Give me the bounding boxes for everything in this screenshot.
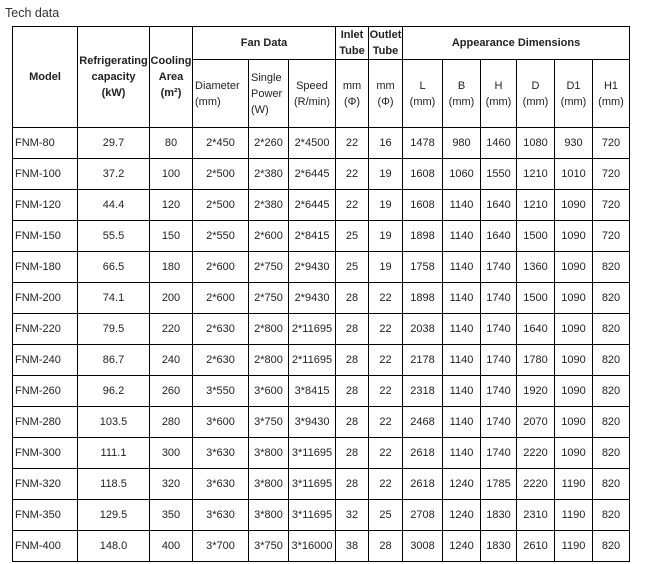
header-speed: Speed (R/min) [289, 60, 336, 128]
cell-model: FNM-150 [13, 221, 78, 252]
cell-inlet-tube: 22 [336, 159, 369, 190]
header-single-power: Single Power (W) [249, 60, 289, 128]
cell-dim-h1: 720 [593, 128, 630, 159]
cell-dim-l: 1898 [403, 283, 443, 314]
cell-inlet-tube: 28 [336, 345, 369, 376]
cell-refrigerating-capacity: 44.4 [78, 190, 150, 221]
cell-dim-b: 1140 [443, 376, 481, 407]
cell-diameter: 2*500 [193, 159, 249, 190]
cell-dim-d: 1210 [517, 159, 555, 190]
cell-dim-h: 1740 [481, 252, 517, 283]
cell-dim-h: 1550 [481, 159, 517, 190]
cell-model: FNM-200 [13, 283, 78, 314]
cell-dim-l: 1478 [403, 128, 443, 159]
cell-dim-b: 1240 [443, 469, 481, 500]
cell-dim-h1: 820 [593, 407, 630, 438]
cell-diameter: 2*600 [193, 252, 249, 283]
header-outlet-tube: Outlet Tube [369, 27, 403, 60]
cell-single-power: 2*380 [249, 159, 289, 190]
cell-inlet-tube: 28 [336, 314, 369, 345]
cell-inlet-tube: 22 [336, 190, 369, 221]
cell-speed: 2*9430 [289, 252, 336, 283]
cell-refrigerating-capacity: 148.0 [78, 531, 150, 562]
cell-dim-h1: 820 [593, 252, 630, 283]
cell-dim-l: 2618 [403, 469, 443, 500]
cell-refrigerating-capacity: 111.1 [78, 438, 150, 469]
cell-dim-b: 1240 [443, 531, 481, 562]
cell-dim-l: 2708 [403, 500, 443, 531]
cell-dim-h: 1830 [481, 531, 517, 562]
cell-dim-h: 1740 [481, 283, 517, 314]
cell-dim-l: 2618 [403, 438, 443, 469]
cell-dim-h1: 820 [593, 500, 630, 531]
cell-cooling-area: 320 [150, 469, 193, 500]
cell-dim-d1: 1190 [555, 500, 593, 531]
cell-speed: 2*11695 [289, 345, 336, 376]
cell-dim-h: 1785 [481, 469, 517, 500]
cell-diameter: 3*600 [193, 407, 249, 438]
cell-outlet-tube: 22 [369, 283, 403, 314]
cell-cooling-area: 150 [150, 221, 193, 252]
header-fan-data: Fan Data [193, 27, 336, 60]
cell-dim-h: 1740 [481, 376, 517, 407]
cell-dim-d1: 930 [555, 128, 593, 159]
cell-model: FNM-100 [13, 159, 78, 190]
cell-diameter: 2*630 [193, 314, 249, 345]
cell-model: FNM-400 [13, 531, 78, 562]
cell-speed: 2*8415 [289, 221, 336, 252]
cell-speed: 2*9430 [289, 283, 336, 314]
cell-single-power: 2*380 [249, 190, 289, 221]
cell-dim-d: 2310 [517, 500, 555, 531]
cell-inlet-tube: 25 [336, 221, 369, 252]
cell-dim-d: 1360 [517, 252, 555, 283]
cell-cooling-area: 240 [150, 345, 193, 376]
header-dim-d: D (mm) [517, 60, 555, 128]
table-body [13, 128, 630, 562]
cell-model: FNM-240 [13, 345, 78, 376]
cell-outlet-tube: 25 [369, 500, 403, 531]
cell-dim-l: 2468 [403, 407, 443, 438]
cell-cooling-area: 280 [150, 407, 193, 438]
cell-inlet-tube: 28 [336, 438, 369, 469]
table-row [13, 438, 630, 469]
cell-model: FNM-120 [13, 190, 78, 221]
cell-refrigerating-capacity: 129.5 [78, 500, 150, 531]
cell-inlet-tube: 28 [336, 376, 369, 407]
cell-dim-b: 1140 [443, 314, 481, 345]
cell-model: FNM-350 [13, 500, 78, 531]
cell-refrigerating-capacity: 74.1 [78, 283, 150, 314]
cell-single-power: 3*800 [249, 469, 289, 500]
table-row [13, 345, 630, 376]
cell-speed: 3*16000 [289, 531, 336, 562]
cell-dim-d: 2610 [517, 531, 555, 562]
header-refrigerating-capacity: Refrigerating capacity (kW) [78, 27, 150, 128]
cell-dim-h: 1640 [481, 221, 517, 252]
cell-dim-d1: 1190 [555, 531, 593, 562]
cell-dim-d1: 1090 [555, 345, 593, 376]
header-diameter: Diameter (mm) [193, 60, 249, 128]
cell-dim-h1: 720 [593, 159, 630, 190]
cell-diameter: 2*600 [193, 283, 249, 314]
table-row [13, 469, 630, 500]
cell-dim-h1: 720 [593, 190, 630, 221]
table-row [13, 190, 630, 221]
cell-dim-h1: 820 [593, 469, 630, 500]
cell-dim-d: 2220 [517, 469, 555, 500]
cell-dim-l: 3008 [403, 531, 443, 562]
cell-refrigerating-capacity: 86.7 [78, 345, 150, 376]
cell-cooling-area: 400 [150, 531, 193, 562]
cell-dim-h: 1640 [481, 190, 517, 221]
cell-model: FNM-320 [13, 469, 78, 500]
cell-single-power: 3*600 [249, 376, 289, 407]
cell-inlet-tube: 38 [336, 531, 369, 562]
cell-outlet-tube: 16 [369, 128, 403, 159]
table-row [13, 314, 630, 345]
cell-dim-d1: 1010 [555, 159, 593, 190]
cell-dim-d1: 1090 [555, 376, 593, 407]
header-outlet-unit: mm (Φ) [369, 60, 403, 128]
cell-refrigerating-capacity: 96.2 [78, 376, 150, 407]
cell-dim-h1: 820 [593, 345, 630, 376]
cell-model: FNM-220 [13, 314, 78, 345]
cell-dim-h: 1740 [481, 314, 517, 345]
cell-outlet-tube: 19 [369, 221, 403, 252]
cell-single-power: 3*800 [249, 500, 289, 531]
cell-dim-d: 2220 [517, 438, 555, 469]
cell-diameter: 2*450 [193, 128, 249, 159]
cell-dim-d1: 1190 [555, 469, 593, 500]
table-row [13, 128, 630, 159]
cell-single-power: 2*800 [249, 314, 289, 345]
cell-outlet-tube: 19 [369, 252, 403, 283]
cell-dim-b: 1140 [443, 190, 481, 221]
cell-dim-h1: 720 [593, 221, 630, 252]
table-row [13, 252, 630, 283]
cell-dim-b: 1140 [443, 407, 481, 438]
header-dim-h1: H1 (mm) [593, 60, 630, 128]
cell-outlet-tube: 22 [369, 469, 403, 500]
cell-model: FNM-180 [13, 252, 78, 283]
cell-dim-d: 1780 [517, 345, 555, 376]
page-caption: Tech data [5, 6, 60, 20]
cell-diameter: 2*550 [193, 221, 249, 252]
cell-refrigerating-capacity: 55.5 [78, 221, 150, 252]
cell-inlet-tube: 28 [336, 407, 369, 438]
cell-diameter: 3*630 [193, 469, 249, 500]
cell-speed: 2*4500 [289, 128, 336, 159]
table-row [13, 159, 630, 190]
cell-cooling-area: 180 [150, 252, 193, 283]
header-dim-d1: D1 (mm) [555, 60, 593, 128]
cell-dim-b: 1140 [443, 252, 481, 283]
cell-outlet-tube: 22 [369, 345, 403, 376]
table-row [13, 500, 630, 531]
cell-dim-b: 1140 [443, 283, 481, 314]
header-model: Model [13, 27, 78, 128]
cell-dim-h1: 820 [593, 438, 630, 469]
header-dim-h: H (mm) [481, 60, 517, 128]
cell-dim-d1: 1090 [555, 283, 593, 314]
header-dim-b: B (mm) [443, 60, 481, 128]
cell-dim-b: 1140 [443, 345, 481, 376]
cell-dim-l: 1758 [403, 252, 443, 283]
cell-diameter: 3*550 [193, 376, 249, 407]
cell-diameter: 3*630 [193, 438, 249, 469]
table-row [13, 531, 630, 562]
cell-diameter: 3*700 [193, 531, 249, 562]
cell-single-power: 3*750 [249, 531, 289, 562]
cell-inlet-tube: 25 [336, 252, 369, 283]
cell-dim-h: 1460 [481, 128, 517, 159]
cell-model: FNM-260 [13, 376, 78, 407]
cell-speed: 3*9430 [289, 407, 336, 438]
cell-refrigerating-capacity: 37.2 [78, 159, 150, 190]
table-row [13, 283, 630, 314]
header-cooling-area: Cooling Area (m²) [150, 27, 193, 128]
cell-dim-d: 1640 [517, 314, 555, 345]
table-row [13, 376, 630, 407]
cell-model: FNM-80 [13, 128, 78, 159]
cell-inlet-tube: 32 [336, 500, 369, 531]
cell-single-power: 2*750 [249, 283, 289, 314]
header-inlet-tube: Inlet Tube [336, 27, 369, 60]
cell-dim-l: 1898 [403, 221, 443, 252]
cell-dim-h1: 820 [593, 314, 630, 345]
cell-dim-b: 1240 [443, 500, 481, 531]
cell-dim-h1: 820 [593, 531, 630, 562]
cell-refrigerating-capacity: 29.7 [78, 128, 150, 159]
cell-speed: 3*11695 [289, 500, 336, 531]
cell-dim-h1: 820 [593, 376, 630, 407]
cell-dim-l: 2038 [403, 314, 443, 345]
cell-diameter: 3*630 [193, 500, 249, 531]
cell-model: FNM-300 [13, 438, 78, 469]
cell-outlet-tube: 22 [369, 376, 403, 407]
cell-dim-d1: 1090 [555, 190, 593, 221]
cell-dim-d: 1500 [517, 283, 555, 314]
cell-dim-b: 980 [443, 128, 481, 159]
cell-outlet-tube: 22 [369, 407, 403, 438]
cell-model: FNM-280 [13, 407, 78, 438]
cell-single-power: 3*800 [249, 438, 289, 469]
cell-single-power: 2*600 [249, 221, 289, 252]
cell-diameter: 2*630 [193, 345, 249, 376]
cell-dim-d: 1500 [517, 221, 555, 252]
table-row [13, 221, 630, 252]
cell-speed: 2*11695 [289, 314, 336, 345]
cell-dim-b: 1140 [443, 221, 481, 252]
cell-outlet-tube: 22 [369, 314, 403, 345]
cell-cooling-area: 260 [150, 376, 193, 407]
cell-speed: 2*6445 [289, 159, 336, 190]
table-row [13, 407, 630, 438]
cell-dim-b: 1060 [443, 159, 481, 190]
cell-dim-d: 1210 [517, 190, 555, 221]
cell-refrigerating-capacity: 79.5 [78, 314, 150, 345]
cell-dim-d1: 1090 [555, 252, 593, 283]
cell-refrigerating-capacity: 103.5 [78, 407, 150, 438]
cell-dim-l: 1608 [403, 190, 443, 221]
cell-dim-h: 1740 [481, 438, 517, 469]
header-dim-l: L (mm) [403, 60, 443, 128]
cell-dim-d1: 1090 [555, 314, 593, 345]
cell-cooling-area: 80 [150, 128, 193, 159]
cell-dim-d1: 1090 [555, 221, 593, 252]
cell-speed: 3*11695 [289, 438, 336, 469]
cell-cooling-area: 100 [150, 159, 193, 190]
cell-cooling-area: 350 [150, 500, 193, 531]
cell-single-power: 3*750 [249, 407, 289, 438]
cell-dim-h: 1830 [481, 500, 517, 531]
cell-dim-b: 1140 [443, 438, 481, 469]
cell-dim-h: 1740 [481, 345, 517, 376]
cell-dim-d: 1920 [517, 376, 555, 407]
header-appearance-dimensions: Appearance Dimensions [403, 27, 630, 60]
header-inlet-unit: mm (Φ) [336, 60, 369, 128]
cell-outlet-tube: 19 [369, 159, 403, 190]
cell-cooling-area: 120 [150, 190, 193, 221]
cell-cooling-area: 300 [150, 438, 193, 469]
cell-cooling-area: 200 [150, 283, 193, 314]
cell-inlet-tube: 28 [336, 469, 369, 500]
cell-dim-d1: 1090 [555, 438, 593, 469]
cell-cooling-area: 220 [150, 314, 193, 345]
cell-outlet-tube: 28 [369, 531, 403, 562]
cell-single-power: 2*260 [249, 128, 289, 159]
cell-speed: 3*8415 [289, 376, 336, 407]
cell-outlet-tube: 19 [369, 190, 403, 221]
cell-inlet-tube: 28 [336, 283, 369, 314]
cell-diameter: 2*500 [193, 190, 249, 221]
cell-dim-l: 2318 [403, 376, 443, 407]
cell-dim-h: 1740 [481, 407, 517, 438]
cell-outlet-tube: 22 [369, 438, 403, 469]
cell-dim-l: 2178 [403, 345, 443, 376]
cell-speed: 3*11695 [289, 469, 336, 500]
cell-refrigerating-capacity: 118.5 [78, 469, 150, 500]
cell-dim-d1: 1090 [555, 407, 593, 438]
cell-inlet-tube: 22 [336, 128, 369, 159]
cell-dim-l: 1608 [403, 159, 443, 190]
cell-refrigerating-capacity: 66.5 [78, 252, 150, 283]
cell-dim-d: 1080 [517, 128, 555, 159]
cell-single-power: 2*800 [249, 345, 289, 376]
cell-dim-h1: 820 [593, 283, 630, 314]
cell-speed: 2*6445 [289, 190, 336, 221]
tech-data-table [12, 26, 630, 562]
cell-single-power: 2*750 [249, 252, 289, 283]
cell-dim-d: 2070 [517, 407, 555, 438]
